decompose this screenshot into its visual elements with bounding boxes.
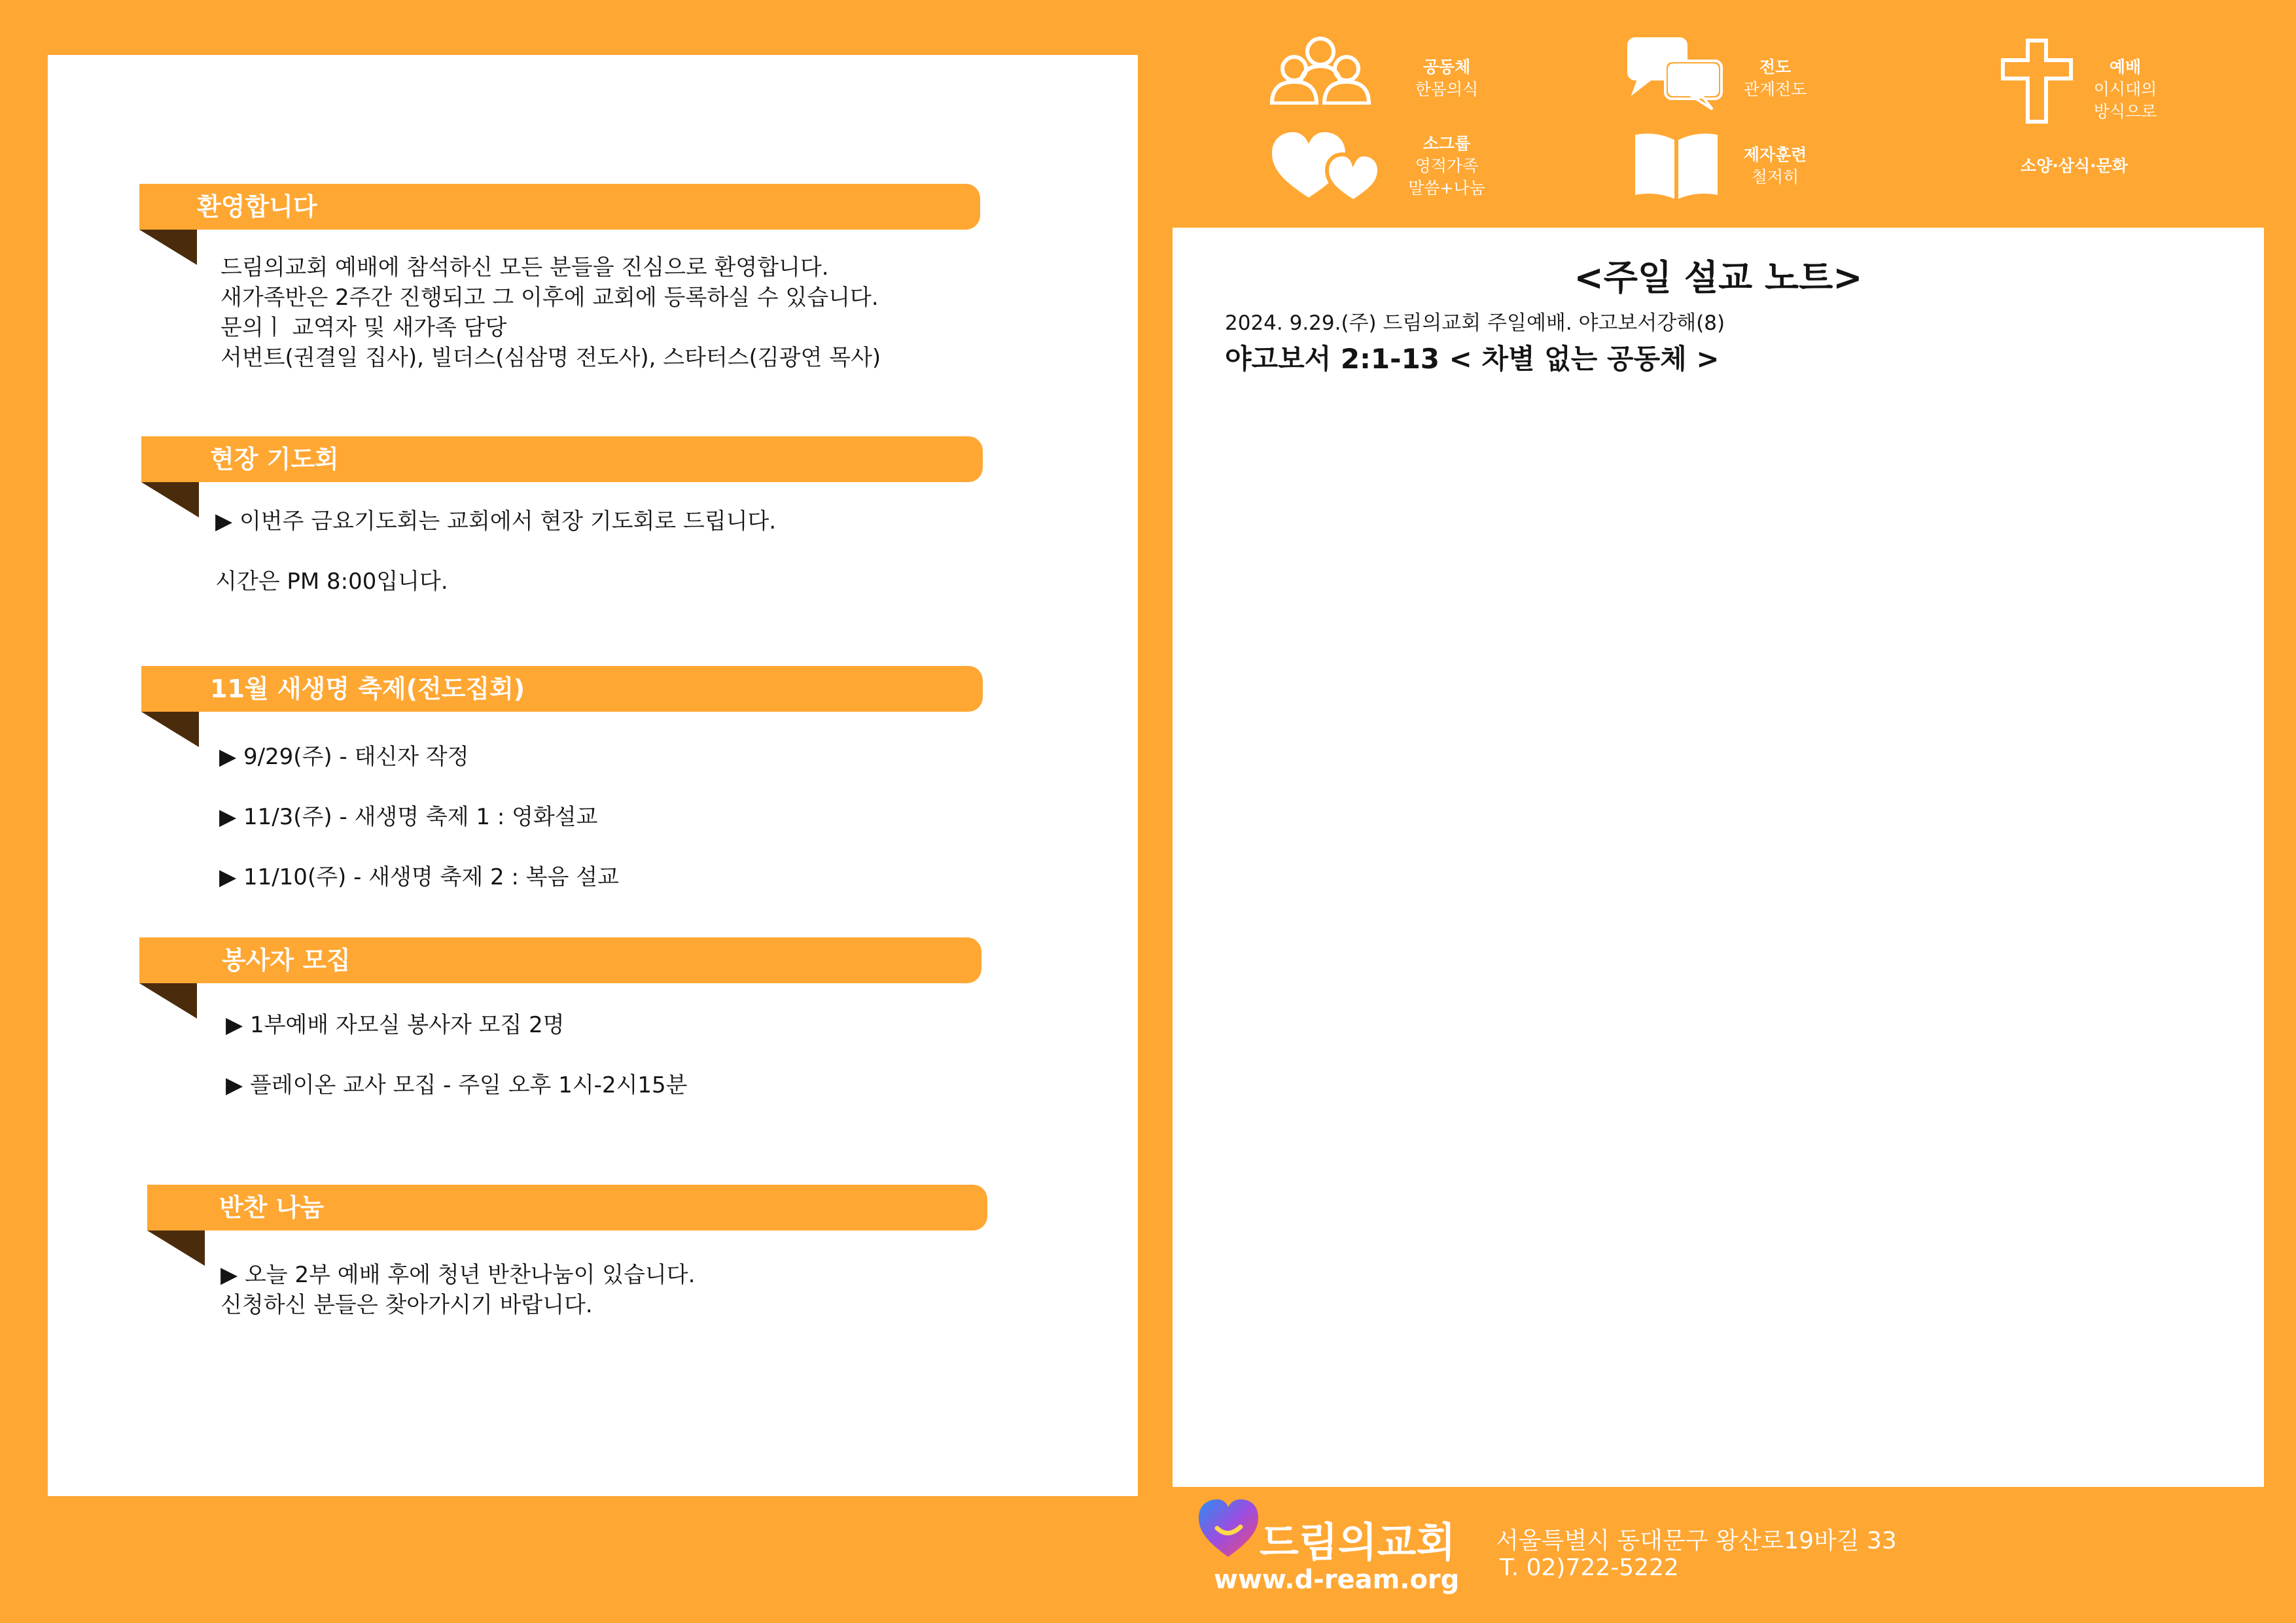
- announcements-panel: [48, 55, 1138, 1496]
- sidedish-section-header: [147, 1185, 987, 1230]
- value-line: 이시대의: [2093, 80, 2157, 99]
- volunteer-section-title: 봉사자 모집: [222, 946, 351, 975]
- welcome-section-title: 환영합니다: [197, 192, 317, 221]
- church-address: 서울특별시 동대문구 왕산로19바길 33: [1496, 1527, 1897, 1554]
- text-line: ▶ 11/3(주) - 새생명 축제 1 : 영화설교: [219, 804, 598, 830]
- text-line: 서번트(권결일 집사), 빌더스(심삼명 전도사), 스타터스(김광연 목사): [221, 345, 881, 371]
- value-line: 말씀+나눔: [1408, 179, 1485, 198]
- ribbon-fold: [139, 230, 197, 265]
- text-line: 시간은 PM 8:00입니다.: [215, 568, 448, 595]
- hearts-icon: [1269, 130, 1384, 205]
- value-title: 공동체: [1422, 58, 1471, 77]
- sermon-notes-panel: [1173, 228, 2264, 1487]
- value-title: 제자훈련: [1743, 145, 1807, 164]
- text-line: ▶ 이번주 금요기도회는 교회에서 현장 기도회로 드립니다.: [215, 508, 777, 534]
- value-community: [1415, 56, 1479, 101]
- value-evangelism: [1744, 56, 1807, 101]
- sidedish-section-body: [221, 1260, 695, 1320]
- value-line: 철저히: [1751, 167, 1799, 186]
- open-book-icon: [1633, 131, 1720, 204]
- value-discipleship: [1744, 144, 1807, 188]
- welcome-section-body: [221, 253, 881, 373]
- value-smallgroup: [1408, 133, 1485, 200]
- prayer-section-title: 현장 기도회: [210, 445, 339, 474]
- text-line: ▶ 1부예배 자모실 봉사자 모집 2명: [226, 1012, 565, 1038]
- ribbon-fold: [139, 983, 197, 1019]
- text-line: ▶ 9/29(주) - 태신자 작정: [219, 744, 469, 770]
- speech-bubbles-icon: [1626, 36, 1724, 114]
- people-icon: [1269, 36, 1371, 107]
- prayer-section-body: [215, 506, 776, 597]
- text-line: ▶ 플레이온 교사 모집 - 주일 오후 1시-2시15분: [226, 1072, 688, 1098]
- text-line: 신청하신 분들은 찾아가시기 바랍니다.: [221, 1292, 593, 1318]
- value-line: 방식으로: [2093, 102, 2157, 121]
- value-title: 전도: [1759, 58, 1792, 77]
- text-line: ▶ 오늘 2부 예배 후에 청년 반찬나눔이 있습니다.: [221, 1262, 696, 1288]
- festival-section-body: [219, 742, 619, 892]
- value-title: 예배: [2109, 58, 2142, 77]
- text-line: [215, 536, 776, 567]
- text-line: [219, 772, 619, 802]
- church-name: 드림의교회: [1260, 1518, 1456, 1566]
- ribbon-fold: [141, 482, 199, 517]
- value-line: 관계전도: [1743, 80, 1807, 99]
- text-line: 드림의교회 예배에 참석하신 모든 분들을 진심으로 환영합니다.: [221, 254, 829, 281]
- church-logo-icon: [1197, 1498, 1260, 1563]
- value-line: 한몸의식: [1415, 80, 1479, 99]
- text-line: [226, 1040, 688, 1070]
- value-title: 소양·삼식·문화: [2021, 156, 2128, 175]
- festival-section-title: 11월 새생명 축제(전도집회): [210, 674, 525, 703]
- value-title: 소그룹: [1422, 134, 1471, 153]
- sermon-meta: 2024. 9.29.(주) 드림의교회 주일예배. 야고보서강해(8): [1225, 311, 1725, 335]
- prayer-section-header: [141, 436, 983, 482]
- sermon-passage: 야고보서 2:1-13 < 차별 없는 공동체 >: [1225, 343, 1720, 375]
- text-line: 새가족반은 2주간 진행되고 그 이후에 교회에 등록하실 수 있습니다.: [221, 285, 879, 311]
- value-worship-style: [2021, 155, 2128, 177]
- ribbon-fold: [141, 712, 199, 747]
- sermon-notes-title: <주일 설교 노트>: [1574, 257, 1863, 298]
- value-line: 영적가족: [1415, 156, 1479, 175]
- cross-icon: [2000, 38, 2074, 127]
- church-phone: T. 02)722-5222: [1500, 1554, 1679, 1581]
- text-line: ▶ 11/10(주) - 새생명 축제 2 : 복음 설교: [219, 864, 619, 890]
- sidedish-section-title: 반찬 나눔: [219, 1193, 325, 1222]
- text-line: 문의ㅣ 교역자 및 새가족 담당: [221, 315, 507, 341]
- festival-section-header: [141, 666, 983, 712]
- ribbon-fold: [147, 1230, 205, 1266]
- volunteer-section-body: [226, 1010, 688, 1100]
- welcome-section-header: [139, 184, 980, 230]
- volunteer-section-header: [139, 937, 981, 983]
- website-link[interactable]: www.d-ream.org: [1214, 1565, 1460, 1595]
- text-line: [219, 832, 619, 862]
- value-worship: [2094, 56, 2157, 123]
